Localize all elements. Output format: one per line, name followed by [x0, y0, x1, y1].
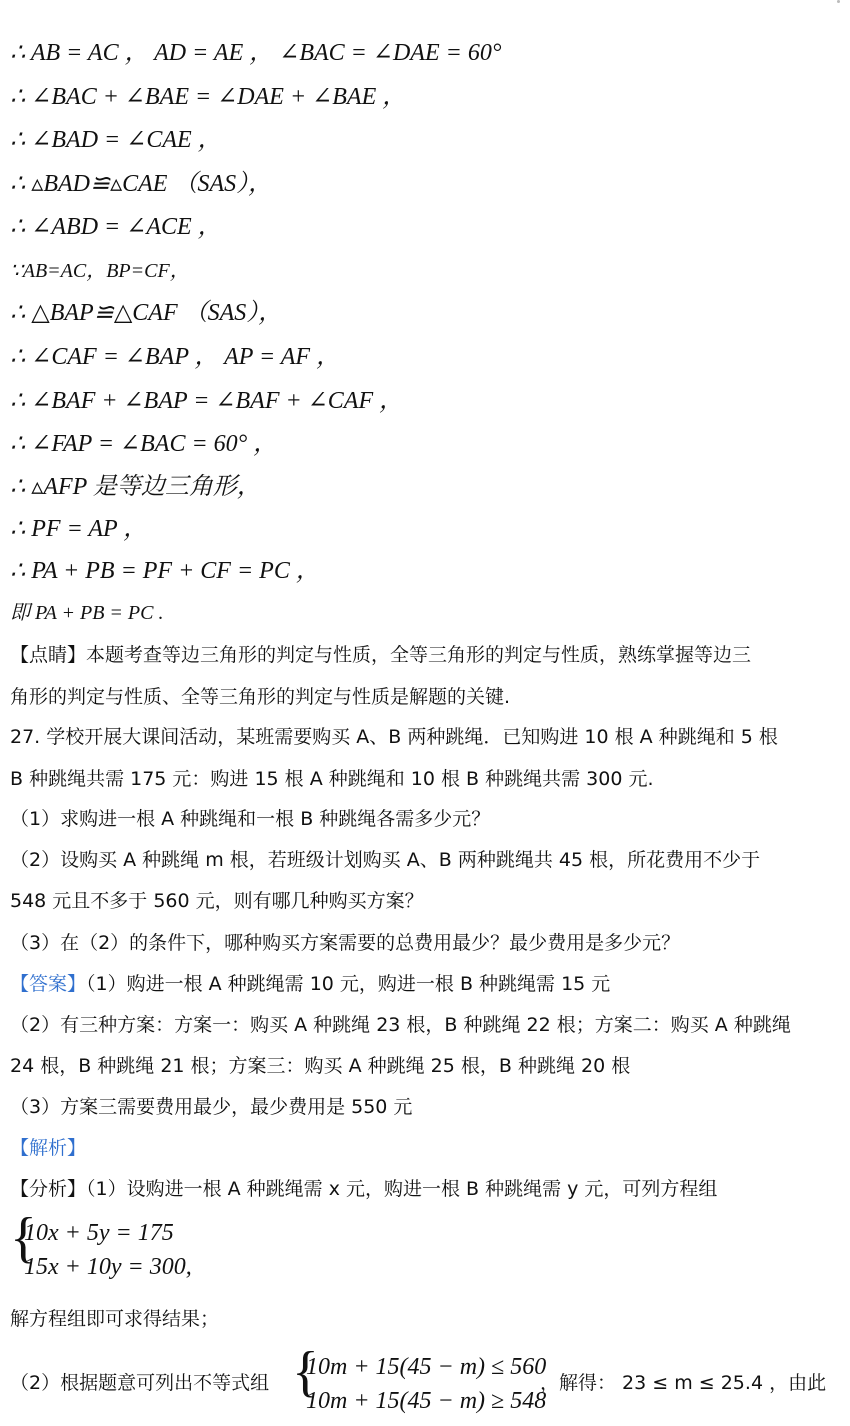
- analysis-para-3-prefix: （2）根据题意可列出不等式组: [10, 1372, 270, 1394]
- analysis-tag: 【解析】: [10, 1137, 87, 1159]
- question-stem-2: B 种跳绳共需 175 元：购进 15 根 A 种跳绳和 10 根 B 种跳绳共需 300 元.: [10, 768, 654, 790]
- left-brace-2: {: [292, 1341, 319, 1403]
- question-part-2a: （2）设购买 A 种跳绳 m 根，若班级计划购买 A、B 两种跳绳共 45 根，所花费用不少于: [10, 849, 761, 871]
- question-part-1: （1）求购进一根 A 种跳绳和一根 B 种跳绳各需多少元？: [10, 808, 491, 830]
- equation-suffix: ,: [185, 1254, 192, 1280]
- proof-line-2: ∴ ∠BAC + ∠BAE = ∠DAE + ∠BAE ，: [10, 84, 407, 110]
- analysis-para-2: 解方程组即可求得结果；: [10, 1308, 220, 1330]
- analysis-para-1: 【分析】（1）设购进一根 A 种跳绳需 x 元，购进一根 B 种跳绳需 y 元，可列方程组: [10, 1178, 718, 1200]
- proof-line-13: ∴ PA + PB = PF + CF = PC ，: [10, 558, 320, 584]
- equation-2: 15x + 10y = 300,: [24, 1254, 192, 1280]
- proof-line-3: ∴ ∠BAD = ∠CAE ，: [10, 127, 222, 153]
- equation-1: 10x + 5y = 175: [24, 1220, 174, 1246]
- answer-part-3: （3）方案三需要费用最少，最少费用是 550 元: [10, 1096, 413, 1118]
- proof-line-14: 即 PA + PB = PC .: [10, 602, 164, 624]
- proof-line-10: ∴ ∠FAP = ∠BAC = 60° ，: [10, 431, 278, 457]
- comment-line-2: 角形的判定与性质、全等三角形的判定与性质是解题的关键.: [10, 686, 511, 708]
- answer-part-2b: 24 根，B 种跳绳 21 根；方案三：购买 A 种跳绳 25 根，B 种跳绳 20 根: [10, 1055, 631, 1077]
- proof-line-12: ∴ PF = AP ，: [10, 516, 148, 542]
- proof-line-4: ∴ ▵BAD≌▵CAE （SAS），: [10, 171, 273, 197]
- inequality-1: 10m + 15(45 − m) ≤ 560: [306, 1354, 547, 1380]
- analysis-para-3-suffix: ，解得： 23 ≤ m ≤ 25.4 ，由此: [540, 1372, 827, 1394]
- answer-tag: 【答案】: [10, 973, 87, 995]
- answer-part-1: （1）购进一根 A 种跳绳需 10 元，购进一根 B 种跳绳需 15 元: [86, 973, 611, 995]
- answer-line-1: [10, 969, 842, 999]
- proof-line-9: ∴ ∠BAF + ∠BAP = ∠BAF + ∠CAF ，: [10, 388, 404, 414]
- question-part-3: （3）在（2）的条件下，哪种购买方案需要的总费用最少？最少费用是多少元？: [10, 932, 681, 954]
- equation-system: [10, 1207, 230, 1286]
- proof-line-11: ∴ ▵AFP 是等边三角形，: [10, 474, 261, 500]
- answer-part-2a: （2）有三种方案：方案一：购买 A 种跳绳 23 根，B 种跳绳 22 根；方案二：购买 A 种跳绳: [10, 1014, 791, 1036]
- scan-speck: [837, 0, 840, 3]
- proof-line-1: ∴ AB = AC ， AD = AE ， ∠BAC = ∠DAE = 60°: [10, 40, 502, 66]
- left-brace: {: [10, 1207, 37, 1269]
- comment-line-1: 【点睛】本题考查等边三角形的判定与性质，全等三角形的判定与性质，熟练掌握等边三: [10, 644, 752, 666]
- inequality-2: 10m + 15(45 − m) ≥ 548: [306, 1388, 547, 1414]
- proof-line-8: ∴ ∠CAF = ∠BAP ， AP = AF ，: [10, 344, 341, 370]
- inequality-system: [292, 1341, 552, 1420]
- proof-line-7: ∴ △BAP≌△CAF （SAS），: [10, 300, 283, 326]
- proof-line-6: ∵AB=AC，BP=CF，: [10, 260, 190, 282]
- question-stem-1: 27. 学校开展大课间活动，某班需要购买 A、B 两种跳绳．已知购进 10 根 A 种跳绳和 5 根: [10, 726, 778, 748]
- proof-line-5: ∴ ∠ABD = ∠ACE ，: [10, 214, 222, 240]
- question-part-2b: 548 元且不多于 560 元，则有哪几种购买方案？: [10, 890, 424, 912]
